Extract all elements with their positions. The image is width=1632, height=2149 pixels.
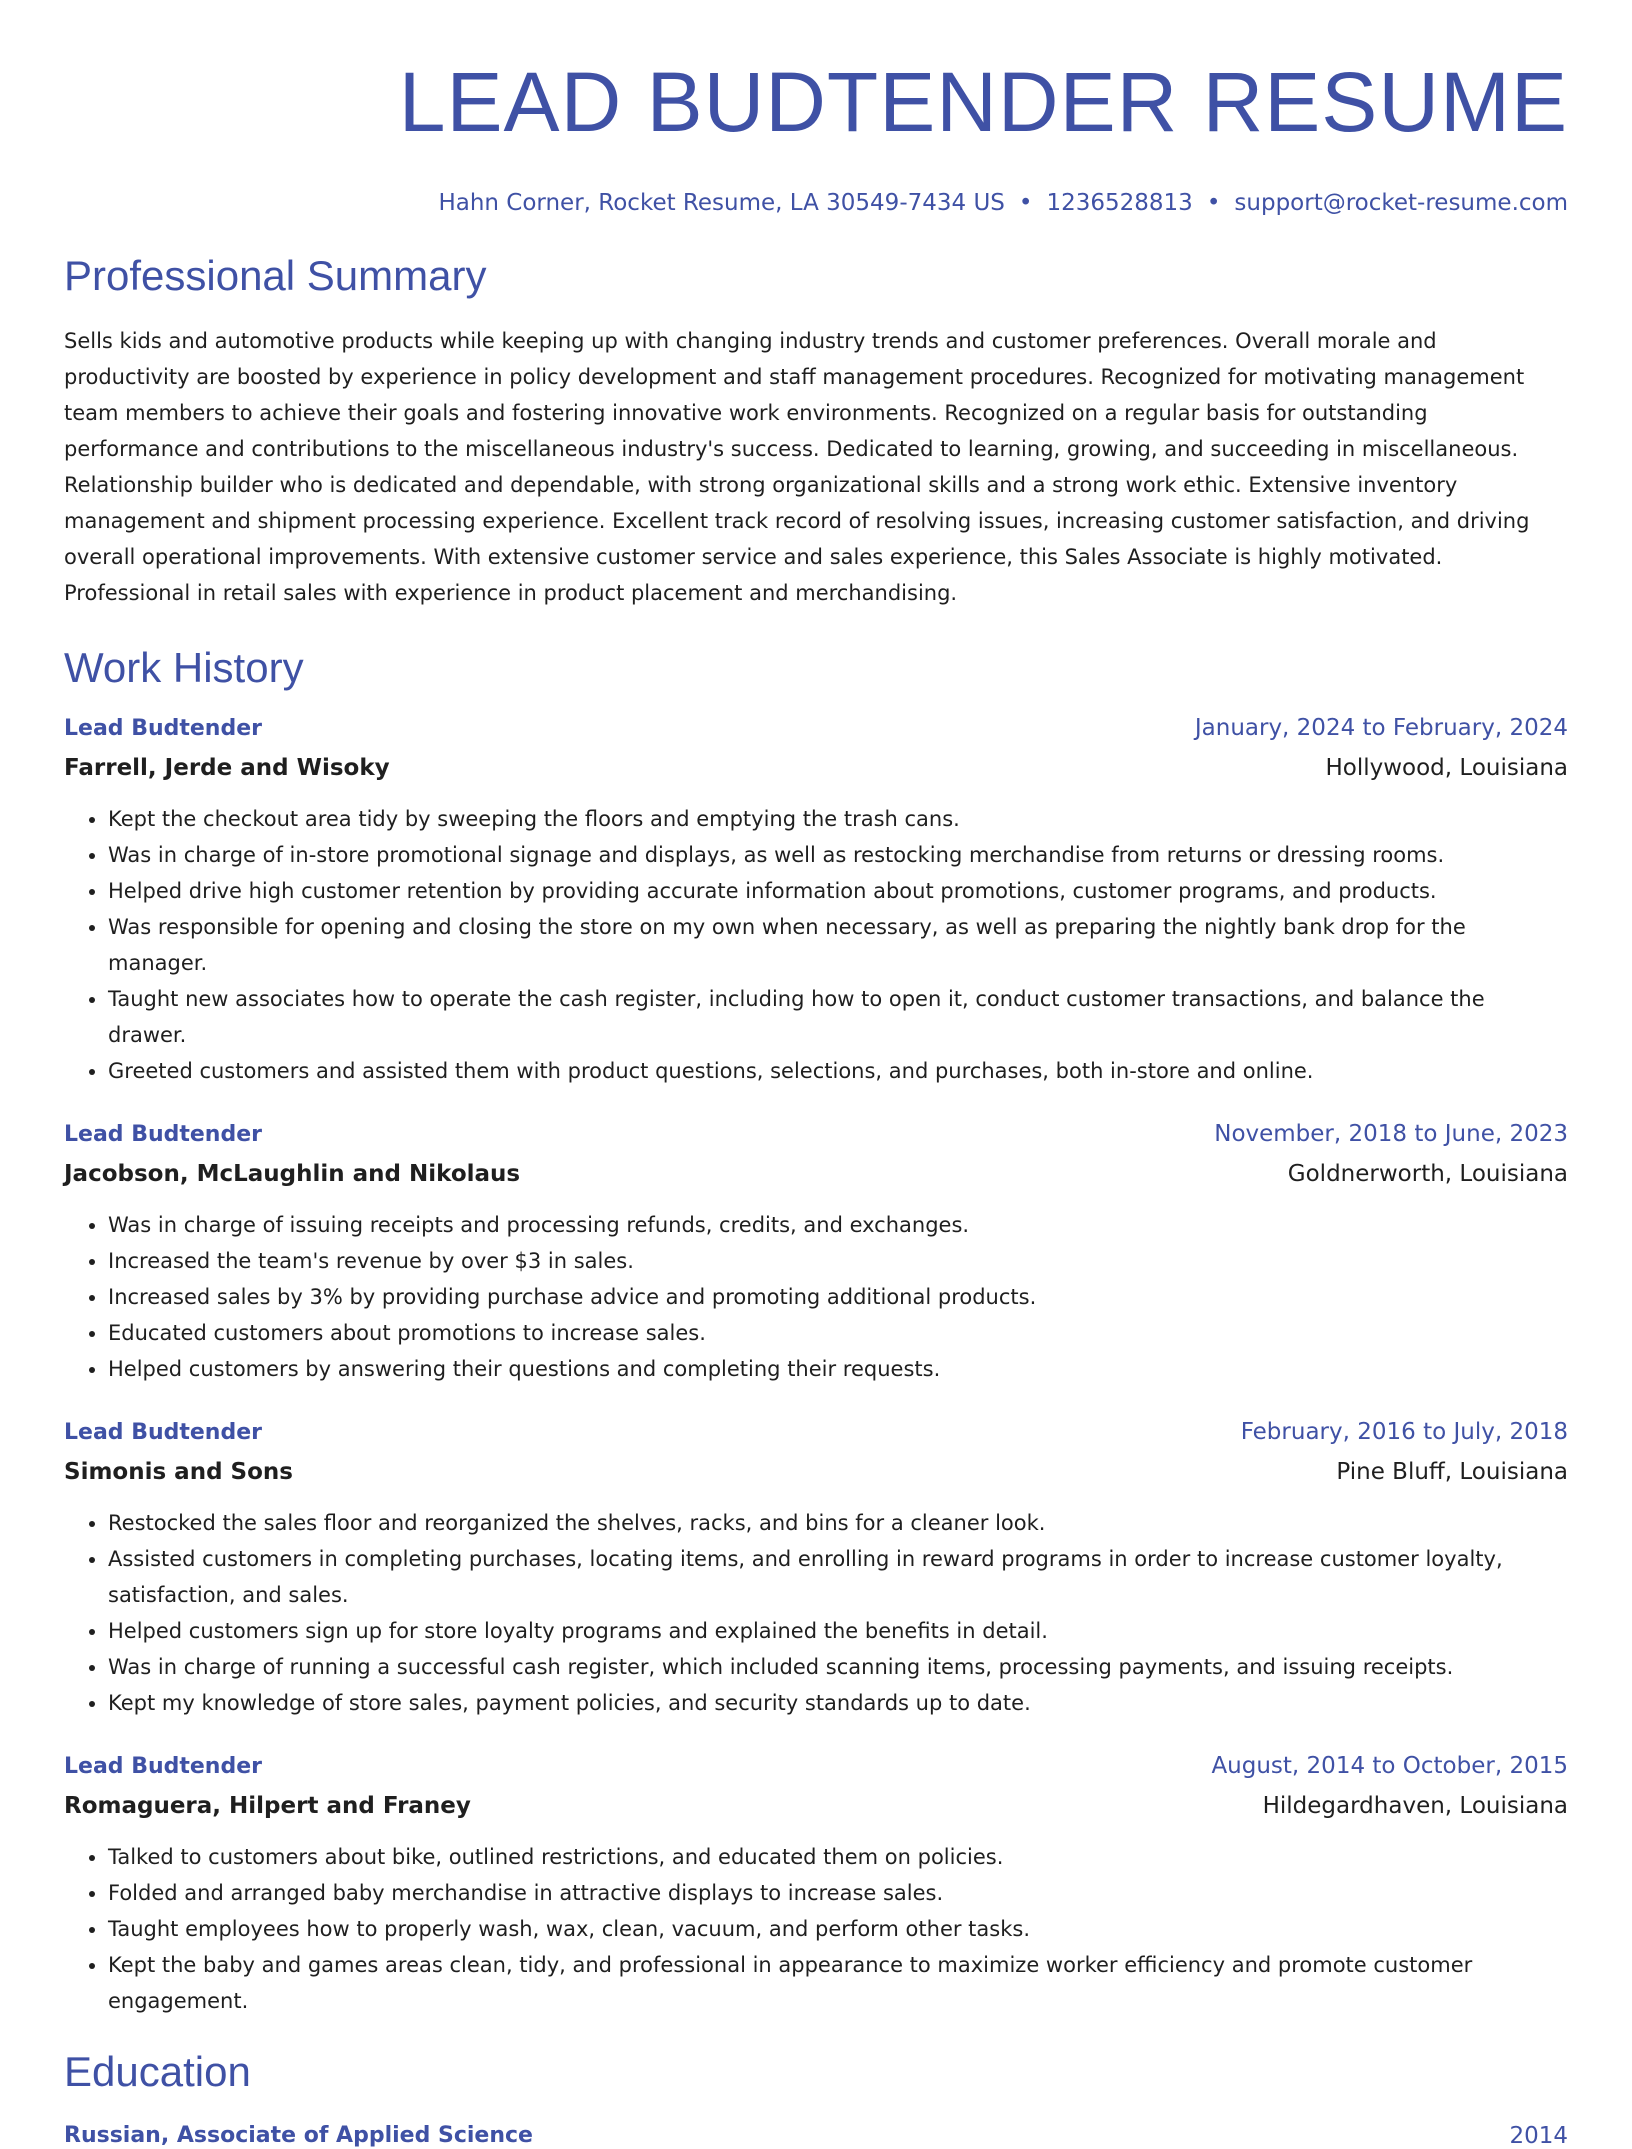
job-header-row: [64, 1121, 1568, 1147]
job-company: Simonis and Sons: [64, 1459, 293, 1485]
job-dates: November, 2018 to June, 2023: [1214, 1121, 1568, 1147]
education-degree: Russian, Associate of Applied Science: [64, 2123, 533, 2148]
job-location: Hildegardhaven, Louisiana: [1262, 1793, 1568, 1819]
job-bullet: • Helped customers sign up for store loyalty programs and explained the benefits in detail.: [108, 1613, 1568, 1649]
job-company-row: [64, 1459, 1568, 1485]
job-bullet: • Was responsible for opening and closing the store on my own when necessary, as well as preparing the nightly bank drop for the manager.: [108, 909, 1568, 981]
job-company-row: [64, 1161, 1568, 1187]
job-location: Goldnerworth, Louisiana: [1287, 1161, 1568, 1187]
job-bullet: • Was in charge of running a successful cash register, which included scanning items, processing payments, and issuing receipts.: [108, 1649, 1568, 1685]
summary-heading: Professional Summary: [64, 252, 487, 299]
contact-line: [64, 192, 1568, 215]
education-heading: Education: [64, 2048, 251, 2095]
job-header-row: [64, 1753, 1568, 1779]
job-bullet: • Educated customers about promotions to increase sales.: [108, 1315, 1568, 1351]
education-year: 2014: [1509, 2123, 1568, 2149]
summary-text: Sells kids and automotive products while keeping up with changing industry trends and customer preferences. Overall morale and productivity are boosted by experience in policy development and staff management procedures. Recognized for motivating management team members to achieve their goals and fostering innovative work environments. Recognized on a regular basis for outstanding performance and contributions to the miscellaneous industry's success. Dedicated to learning, growing, and succeeding in miscellaneous. Relationship builder who is dedicated and dependable, with strong organizational skills and a strong work ethic. Extensive inventory management and shipment processing experience. Excellent track record of resolving issues, increasing customer satisfaction, and driving overall operational improvements. With extensive customer service and sales experience, this Sales Associate is highly motivated. Professional in retail sales with experience in product placement and merchandising.: [64, 329, 1530, 605]
job-header-row: [64, 715, 1568, 741]
job-bullet: • Kept the baby and games areas clean, tidy, and professional in appearance to maximize worker efficiency and promote customer engagement.: [108, 1947, 1568, 2019]
job-bullet: • Folded and arranged baby merchandise in attractive displays to increase sales.: [108, 1875, 1568, 1911]
job-bullet: • Increased sales by 3% by providing purchase advice and promoting additional products.: [108, 1279, 1568, 1315]
work-history-heading: Work History: [64, 644, 304, 691]
job-bullets: [64, 1505, 1568, 1721]
job-role: Lead Budtender: [64, 716, 262, 741]
job-bullets: [64, 1207, 1568, 1387]
contact-separator: •: [1018, 190, 1033, 216]
job-entry: [64, 715, 1568, 1089]
job-header-row: [64, 1419, 1568, 1445]
job-entry: [64, 1419, 1568, 1721]
job-bullet: • Kept my knowledge of store sales, payment policies, and security standards up to date.: [108, 1685, 1568, 1721]
job-company: Romaguera, Hilpert and Franey: [64, 1793, 471, 1819]
resume-title: LEAD BUDTENDER RESUME: [398, 55, 1568, 149]
job-bullet: • Helped drive high customer retention by providing accurate information about promotions, customer programs, and products.: [108, 873, 1568, 909]
job-bullet: • Was in charge of in-store promotional signage and displays, as well as restocking merchandise from returns or dressing rooms.: [108, 837, 1568, 873]
job-dates: February, 2016 to July, 2018: [1240, 1419, 1568, 1445]
contact-phone: 1236528813: [1046, 190, 1193, 216]
job-bullet: • Assisted customers in completing purchases, locating items, and enrolling in reward programs in order to increase customer loyalty, satisfaction, and sales.: [108, 1541, 1568, 1613]
job-company: Jacobson, McLaughlin and Nikolaus: [64, 1161, 521, 1187]
job-bullet: • Helped customers by answering their questions and completing their requests.: [108, 1351, 1568, 1387]
job-bullet: • Greeted customers and assisted them with product questions, selections, and purchases, both in-store and online.: [108, 1053, 1568, 1089]
job-entry: [64, 1121, 1568, 1387]
job-role: Lead Budtender: [64, 1420, 262, 1445]
job-bullet: • Increased the team's revenue by over $3 in sales.: [108, 1243, 1568, 1279]
job-company-row: [64, 1793, 1568, 1819]
job-dates: August, 2014 to October, 2015: [1211, 1753, 1568, 1779]
resume-page: [64, 0, 1568, 2149]
job-dates: January, 2024 to February, 2024: [1194, 715, 1568, 741]
contact-separator: •: [1206, 190, 1221, 216]
job-entry: [64, 1753, 1568, 2019]
job-bullets: [64, 801, 1568, 1089]
job-bullet: • Taught employees how to properly wash, wax, clean, vacuum, and perform other tasks.: [108, 1911, 1568, 1947]
job-role: Lead Budtender: [64, 1754, 262, 1779]
job-bullet: • Talked to customers about bike, outlined restrictions, and educated them on policies.: [108, 1839, 1568, 1875]
job-location: Pine Bluff, Louisiana: [1336, 1459, 1568, 1485]
job-bullets: [64, 1839, 1568, 2019]
job-role: Lead Budtender: [64, 1122, 262, 1147]
contact-address: Hahn Corner, Rocket Resume, LA 30549-7434 US: [438, 190, 1005, 216]
job-company: Farrell, Jerde and Wisoky: [64, 755, 390, 781]
education-row: [64, 2123, 1568, 2149]
contact-email: support@rocket-resume.com: [1234, 190, 1568, 216]
job-bullet: • Restocked the sales floor and reorganized the shelves, racks, and bins for a cleaner look.: [108, 1505, 1568, 1541]
job-company-row: [64, 755, 1568, 781]
job-bullet: • Taught new associates how to operate the cash register, including how to open it, conduct customer transactions, and balance the drawer.: [108, 981, 1568, 1053]
job-bullet: • Was in charge of issuing receipts and processing refunds, credits, and exchanges.: [108, 1207, 1568, 1243]
job-bullet: • Kept the checkout area tidy by sweeping the floors and emptying the trash cans.: [108, 801, 1568, 837]
job-location: Hollywood, Louisiana: [1325, 755, 1568, 781]
